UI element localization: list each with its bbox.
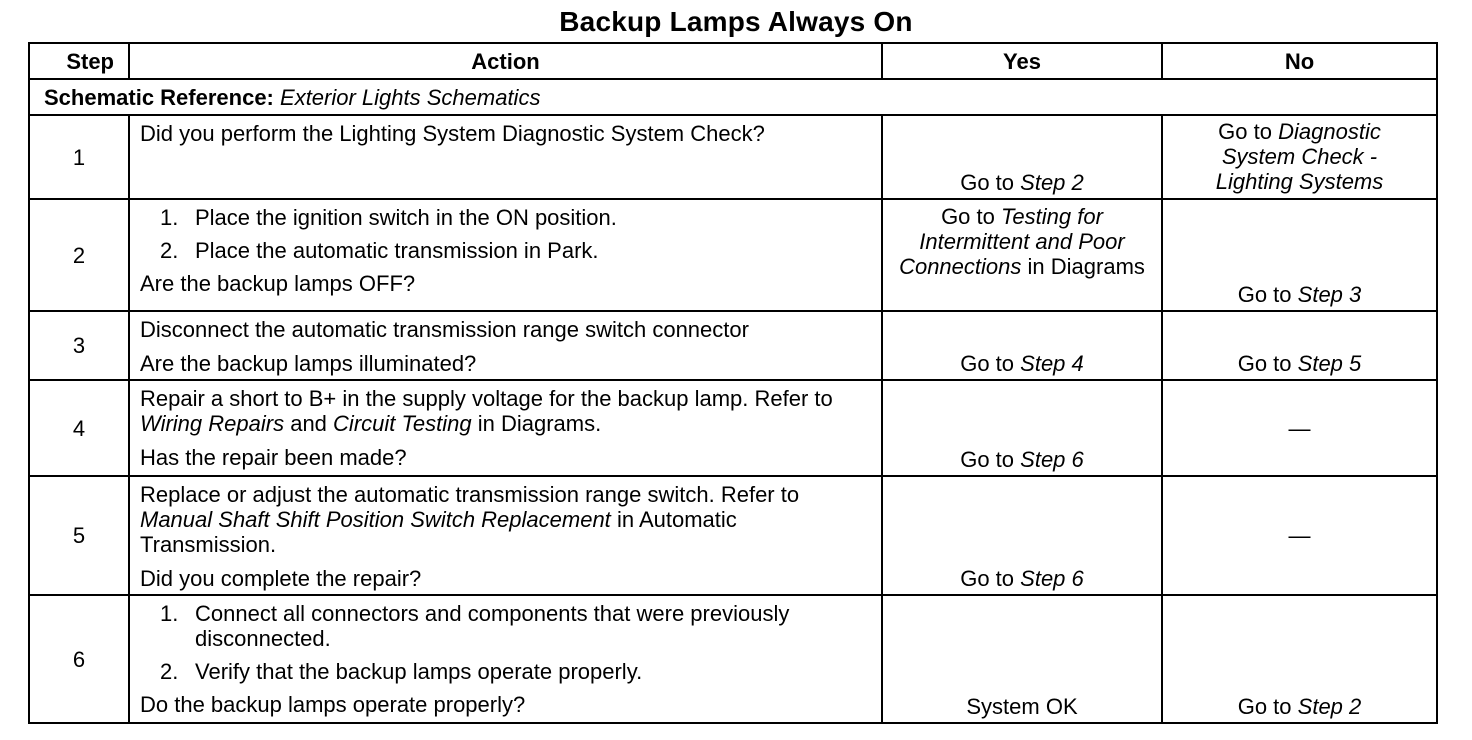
step-number: 1	[29, 115, 129, 199]
instruction-text: Repair a short to B+ in the supply voltage for the backup lamp. Refer to	[140, 386, 833, 411]
instruction-text: Replace or adjust the automatic transmission range switch. Refer to	[140, 482, 800, 507]
list-item	[160, 205, 871, 230]
go-to-label: Go to	[960, 447, 1015, 472]
table-row	[29, 115, 1437, 199]
table-row	[29, 595, 1437, 723]
question: Did you complete the repair?	[140, 566, 422, 591]
yes-link[interactable]: Step 2	[1020, 170, 1084, 195]
diagnostic-table	[28, 42, 1438, 724]
action-cell	[129, 311, 882, 380]
action-cell	[129, 199, 882, 311]
go-to-label: Go to	[1218, 119, 1272, 144]
action-cell	[129, 476, 882, 595]
step-number: 6	[29, 595, 129, 723]
header-no: No	[1162, 43, 1437, 79]
list-text: Verify that the backup lamps operate properly.	[195, 659, 643, 684]
instruction	[140, 386, 871, 436]
yes-link[interactable]: Testing for Intermittent and Poor Connections	[899, 204, 1125, 279]
step-number: 4	[29, 380, 129, 476]
yes-link[interactable]: Step 4	[1020, 351, 1084, 376]
list-number: 1.	[160, 205, 179, 230]
circuit-testing-link[interactable]: Circuit Testing	[333, 411, 472, 436]
yes-cell	[882, 380, 1162, 476]
yes-cell	[882, 476, 1162, 595]
shift-switch-replacement-link[interactable]: Manual Shaft Shift Position Switch Replacement	[140, 507, 611, 532]
no-link[interactable]: Step 2	[1297, 694, 1362, 719]
and-word: and	[290, 411, 327, 436]
schematic-row	[29, 79, 1437, 115]
table-row	[29, 199, 1437, 311]
no-cell	[1162, 311, 1437, 380]
instruction	[140, 482, 871, 557]
page-title: Backup Lamps Always On	[559, 6, 913, 37]
list-number: 2.	[160, 238, 179, 263]
header-action: Action	[129, 43, 882, 79]
no-link[interactable]: Diagnostic System Check - Lighting Systems	[1215, 119, 1384, 194]
list-item	[160, 601, 871, 651]
header-row	[29, 43, 1437, 79]
header-yes: Yes	[882, 43, 1162, 79]
list-text: Place the automatic transmission in Park.	[195, 238, 599, 263]
schematic-reference	[29, 79, 1437, 115]
yes-cell	[882, 311, 1162, 380]
instruction-list	[140, 601, 871, 684]
step-number: 5	[29, 476, 129, 595]
action-cell	[129, 115, 882, 199]
question: Has the repair been made?	[140, 445, 407, 470]
no-cell	[1162, 476, 1437, 595]
step-number: 2	[29, 199, 129, 311]
action-cell	[129, 380, 882, 476]
header-step: Step	[29, 43, 129, 79]
schematic-label: Schematic Reference:	[44, 84, 274, 110]
question: Did you perform the Lighting System Diagnostic System Check?	[140, 121, 765, 146]
question: Are the backup lamps illuminated?	[140, 351, 477, 376]
table-row	[29, 380, 1437, 476]
yes-cell	[882, 115, 1162, 199]
yes-link[interactable]: Step 6	[1020, 447, 1084, 472]
table-row	[29, 311, 1437, 380]
list-text: Connect all connectors and components that were previously disconnected.	[195, 601, 790, 651]
yes-link[interactable]: Step 6	[1020, 566, 1084, 591]
go-to-label: Go to	[1237, 282, 1292, 307]
table-row	[29, 476, 1437, 595]
instruction: Disconnect the automatic transmission range switch connector	[140, 317, 749, 342]
wiring-repairs-link[interactable]: Wiring Repairs	[140, 411, 285, 436]
yes-cell	[882, 199, 1162, 311]
yes-text: System OK	[966, 694, 1078, 719]
no-dash: —	[1288, 523, 1311, 548]
no-link[interactable]: Step 3	[1297, 282, 1362, 307]
go-to-label: Go to	[1237, 694, 1292, 719]
no-cell	[1162, 115, 1437, 199]
instruction-list	[140, 205, 871, 263]
in-word: in	[1027, 254, 1045, 279]
yes-suffix: Diagrams	[1050, 254, 1145, 279]
question: Are the backup lamps OFF?	[140, 271, 416, 296]
action-cell	[129, 595, 882, 723]
list-number: 1.	[160, 601, 179, 626]
instruction-text: in Diagrams.	[477, 411, 602, 436]
list-text: Place the ignition switch in the ON position.	[195, 205, 617, 230]
instruction-text: in Automatic Transmission.	[140, 507, 737, 557]
go-to-label: Go to	[1237, 351, 1292, 376]
go-to-label: Go to	[960, 566, 1015, 591]
yes-cell	[882, 595, 1162, 723]
go-to-label: Go to	[960, 351, 1015, 376]
no-cell	[1162, 199, 1437, 311]
list-item	[160, 659, 871, 684]
no-cell	[1162, 380, 1437, 476]
no-dash: —	[1288, 415, 1311, 441]
list-item	[160, 238, 871, 263]
schematic-link[interactable]: Exterior Lights Schematics	[280, 84, 541, 110]
go-to-label: Go to	[941, 204, 995, 229]
no-link[interactable]: Step 5	[1297, 351, 1362, 376]
go-to-label: Go to	[960, 170, 1015, 195]
no-cell	[1162, 595, 1437, 723]
question: Do the backup lamps operate properly?	[140, 692, 526, 717]
list-number: 2.	[160, 659, 179, 684]
step-number: 3	[29, 311, 129, 380]
